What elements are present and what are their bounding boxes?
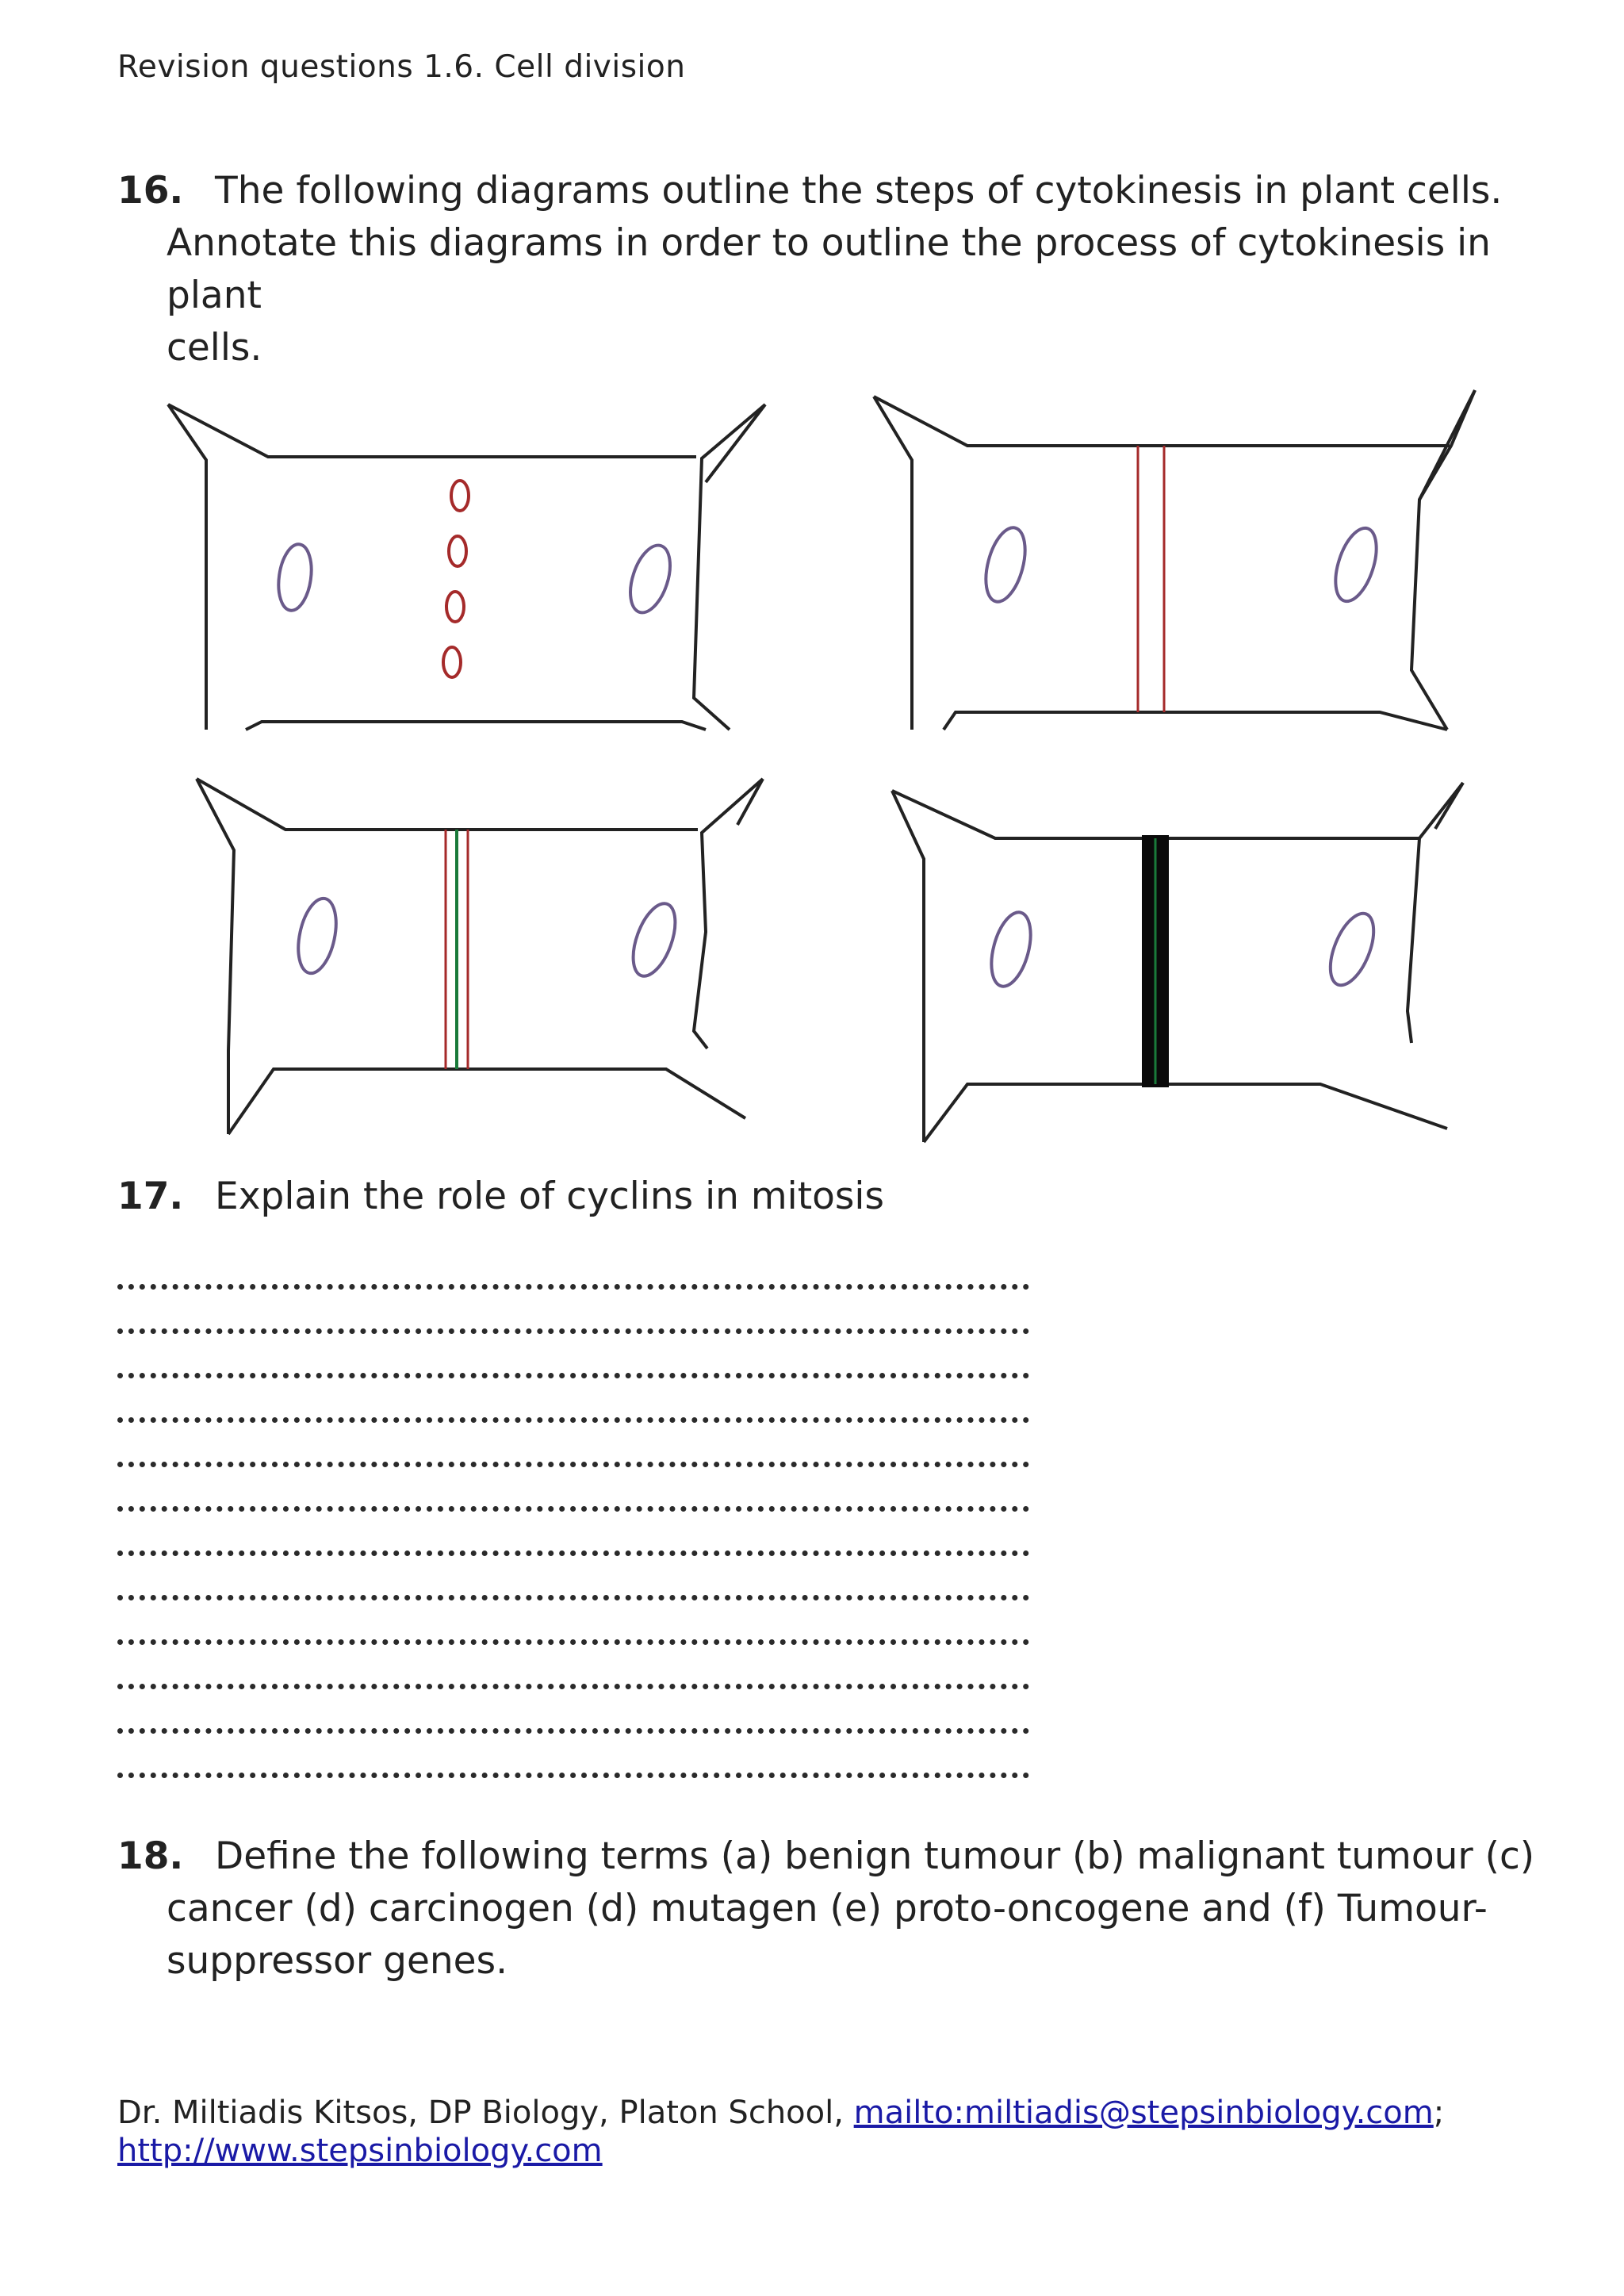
page-footer <box>117 2094 1444 2170</box>
question-16 <box>117 165 1545 374</box>
nucleus-right <box>622 540 677 617</box>
nucleus-left <box>979 523 1032 606</box>
question-number: 16. <box>117 169 184 213</box>
question-text-line-2: cancer (d) carcinogen (d) mutagen (e) proto-oncogene and (f) Tumour- <box>167 1887 1488 1930</box>
question-text-line-2: Annotate this diagrams in order to outline the process of cytokinesis in plant <box>167 221 1491 317</box>
question-text-line-3: suppressor genes. <box>167 1939 508 1983</box>
email-link[interactable]: mailto:miltiadis@stepsinbiology.com <box>853 2095 1434 2131</box>
vesicle <box>446 592 464 622</box>
answer-area[interactable] <box>117 1245 1029 1778</box>
vesicle <box>449 536 466 566</box>
website-link[interactable]: http://www.stepsinbiology.com <box>117 2133 603 2169</box>
vesicle <box>451 481 469 511</box>
question-18 <box>117 1830 1545 1987</box>
answer-line[interactable] <box>117 1423 1029 1467</box>
nucleus-right <box>625 898 684 981</box>
answer-line[interactable] <box>117 1467 1029 1512</box>
footer-author: Dr. Miltiadis Kitsos, DP Biology, Platon School, <box>117 2095 854 2131</box>
answer-line[interactable] <box>117 1245 1029 1290</box>
nucleus-left <box>293 895 343 976</box>
question-17 <box>117 1171 1545 1223</box>
question-number: 18. <box>117 1834 184 1878</box>
vesicle <box>443 647 461 677</box>
answer-line[interactable] <box>117 1734 1029 1778</box>
answer-line[interactable] <box>117 1290 1029 1334</box>
question-text-line-1: Explain the role of cyclins in mitosis <box>215 1175 884 1218</box>
page-header: Revision questions 1.6. Cell division <box>117 49 686 85</box>
footer-separator: ; <box>1433 2095 1445 2131</box>
question-text-line-1: The following diagrams outline the steps of cytokinesis in plant cells. <box>215 169 1503 213</box>
answer-line[interactable] <box>117 1689 1029 1734</box>
cytokinesis-diagram-new-wall-complete <box>880 773 1483 1154</box>
cytokinesis-diagram-vesicles <box>159 389 777 738</box>
answer-line[interactable] <box>117 1600 1029 1645</box>
nucleus-left <box>984 908 1037 991</box>
answer-line[interactable] <box>117 1512 1029 1556</box>
answer-line[interactable] <box>117 1334 1029 1378</box>
question-number: 17. <box>117 1175 184 1218</box>
answer-line[interactable] <box>117 1556 1029 1600</box>
question-text-line-1: Define the following terms (a) benign tumour (b) malignant tumour (c) <box>215 1834 1535 1878</box>
question-text-line-3: cells. <box>167 326 262 370</box>
cytokinesis-diagram-cell-plate-forming <box>864 381 1491 738</box>
answer-line[interactable] <box>117 1378 1029 1423</box>
answer-line[interactable] <box>117 1645 1029 1689</box>
nucleus-right <box>1322 907 1383 991</box>
nucleus-left <box>274 542 315 613</box>
nucleus-right <box>1327 523 1385 607</box>
cytokinesis-diagram-wall-deposition <box>190 769 777 1142</box>
